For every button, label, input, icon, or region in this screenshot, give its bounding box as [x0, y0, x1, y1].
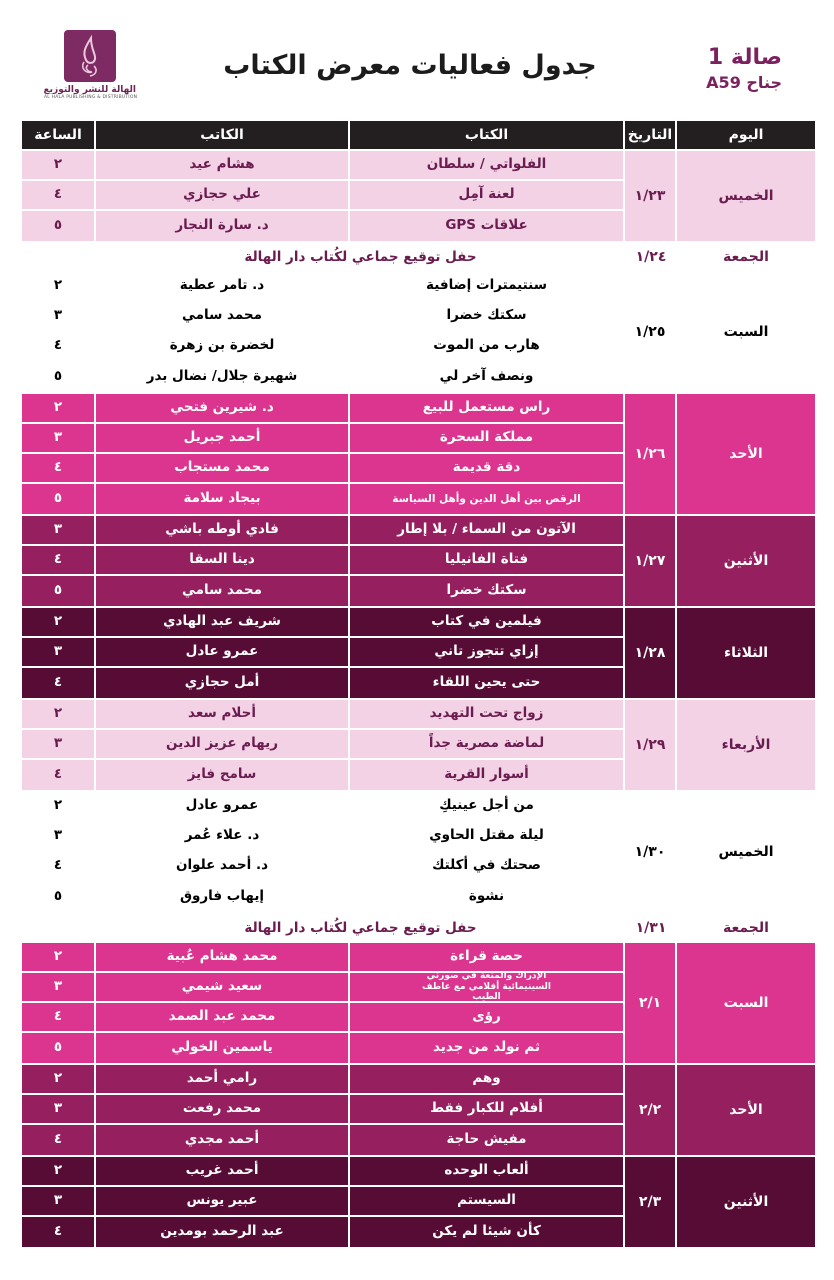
book-cell: لماضة مصرية جداً [350, 730, 625, 758]
book-cell: مفيش حاجة [350, 1125, 625, 1155]
book-cell: أفلام للكبار فقط [350, 1095, 625, 1123]
day-cell: السبت [723, 995, 769, 1011]
book-cell: مملكة السحرة [350, 424, 625, 452]
author-cell: محمد رفعت [96, 1095, 350, 1123]
table-row [22, 730, 625, 760]
table-row [22, 272, 625, 302]
page-title: جدول فعاليات معرض الكتاب [223, 50, 597, 81]
book-cell: وهم [350, 1065, 625, 1093]
hour-cell: ٢ [22, 151, 96, 179]
book-cell: علاقات GPS [350, 211, 625, 241]
day-cell: الأثنين [723, 553, 769, 569]
day-cell: الخميس [718, 844, 774, 860]
day-cell: الأثنين [723, 1194, 769, 1210]
table-row [22, 822, 625, 852]
table-row [22, 332, 625, 362]
day-sessions [22, 608, 625, 698]
hall-name: صالة 1 [707, 45, 782, 70]
hour-cell: ٣ [22, 730, 96, 758]
table-row [22, 882, 625, 912]
author-cell: محمد مستجاب [96, 454, 350, 482]
hour-cell: ٣ [22, 822, 96, 850]
day-group [22, 941, 815, 1063]
author-cell: أحمد جبريل [96, 424, 350, 452]
hour-cell: ٤ [22, 668, 96, 698]
date-cell: ١/٣٠ [625, 792, 677, 912]
hour-cell: ٥ [22, 882, 96, 912]
book-cell: من أجل عينيكِ [350, 792, 625, 820]
table-row [22, 516, 625, 546]
event-row [22, 912, 815, 941]
author-cell: محمد عبد الصمد [96, 1003, 350, 1031]
column-header-day: اليوم [677, 121, 815, 149]
date-cell: ١/٢٦ [625, 394, 677, 514]
column-header-book: الكتاب [350, 121, 625, 149]
author-cell: بيجاد سلامة [96, 484, 350, 514]
author-cell: فادي أوطه باشي [96, 516, 350, 544]
book-cell: ليلة مقتل الحاوي [350, 822, 625, 850]
table-row [22, 454, 625, 484]
event-date: ١/٢٤ [635, 248, 667, 265]
author-cell: سعيد شيمي [96, 973, 350, 1001]
author-cell: سامح فايز [96, 760, 350, 790]
day-cell: الأحد [729, 1102, 763, 1118]
table-header-row [22, 121, 815, 149]
hour-cell: ٤ [22, 1003, 96, 1031]
hour-cell: ٣ [22, 424, 96, 452]
page-header [0, 0, 834, 118]
author-cell: ريهام عزيز الدين [96, 730, 350, 758]
hour-cell: ٢ [22, 1157, 96, 1185]
flame-logo-icon [64, 30, 116, 82]
hour-cell: ٤ [22, 332, 96, 360]
event-blank-cell [22, 914, 96, 941]
day-group [22, 698, 815, 790]
day-sessions [22, 516, 625, 606]
hour-cell: ٢ [22, 272, 96, 300]
day-group [22, 790, 815, 912]
author-cell: دينا السقا [96, 546, 350, 574]
day-cell: الأحد [729, 446, 763, 462]
author-cell: محمد سامي [96, 302, 350, 330]
table-row [22, 576, 625, 606]
author-cell: محمد هشام عُبية [96, 943, 350, 971]
book-cell: حصة قراءة [350, 943, 625, 971]
column-header-date: التاريخ [625, 121, 677, 149]
author-cell: د. أحمد علوان [96, 852, 350, 880]
hour-cell: ٢ [22, 394, 96, 422]
author-cell: أحمد مجدي [96, 1125, 350, 1155]
hour-cell: ٣ [22, 1187, 96, 1215]
table-row [22, 484, 625, 514]
day-sessions [22, 792, 625, 912]
book-cell: إزاي تتجوز تاني [350, 638, 625, 666]
publisher-logo [44, 30, 136, 108]
table-row [22, 973, 625, 1003]
book-cell: الإدراك والمتعة في صورتي السينيمائية أفلامي مع عاطف الطيب [350, 973, 625, 1001]
author-cell: علي حجازي [96, 181, 350, 209]
schedule-table [22, 121, 815, 1247]
hour-cell: ٥ [22, 362, 96, 392]
logo-english-text: AL HALA PUBLISHING & DISTRIBUTION [44, 95, 138, 100]
table-row [22, 700, 625, 730]
day-sessions [22, 700, 625, 790]
hour-cell: ٣ [22, 516, 96, 544]
table-row [22, 852, 625, 882]
book-cell: ونصف آخر لي [350, 362, 625, 392]
table-row [22, 668, 625, 698]
hour-cell: ٣ [22, 973, 96, 1001]
author-cell: د. تامر عطية [96, 272, 350, 300]
day-sessions [22, 272, 625, 392]
hour-cell: ٢ [22, 608, 96, 636]
wing-number: جناح A59 [706, 73, 782, 92]
book-cell: زواج تحت التهديد [350, 700, 625, 728]
author-cell: د. علاء عُمر [96, 822, 350, 850]
table-row [22, 394, 625, 424]
hour-cell: ٢ [22, 792, 96, 820]
event-blank-cell [22, 243, 96, 270]
author-cell: د. شيرين فتحي [96, 394, 350, 422]
book-cell: سكتك خضرا [350, 302, 625, 330]
book-cell: الآتون من السماء / بلا إطار [350, 516, 625, 544]
day-sessions [22, 1065, 625, 1155]
book-cell: الرقص بين أهل الدين وأهل السياسة [350, 484, 625, 514]
table-row [22, 546, 625, 576]
day-group [22, 1155, 815, 1247]
table-row [22, 1003, 625, 1033]
hour-cell: ٥ [22, 211, 96, 241]
author-cell: إيهاب فاروق [96, 882, 350, 912]
date-cell: ١/٢٧ [625, 516, 677, 606]
day-sessions [22, 1157, 625, 1247]
author-cell: عمرو عادل [96, 792, 350, 820]
author-cell: هشام عيد [96, 151, 350, 179]
day-cell: الخميس [718, 188, 774, 204]
author-cell: لخضرة بن زهرة [96, 332, 350, 360]
column-header-author: الكاتب [96, 121, 350, 149]
table-row [22, 1065, 625, 1095]
book-cell: كأن شيئا لم يكن [350, 1217, 625, 1247]
author-cell: أحلام سعد [96, 700, 350, 728]
hour-cell: ٤ [22, 1217, 96, 1247]
table-row [22, 1095, 625, 1125]
day-sessions [22, 151, 625, 241]
book-cell: حتى يحين اللقاء [350, 668, 625, 698]
hall-info [706, 44, 782, 94]
book-cell: ألعاب الوحده [350, 1157, 625, 1185]
hour-cell: ٣ [22, 638, 96, 666]
author-cell: عمرو عادل [96, 638, 350, 666]
hour-cell: ٣ [22, 302, 96, 330]
table-row [22, 1157, 625, 1187]
table-row [22, 362, 625, 392]
table-row [22, 608, 625, 638]
book-cell: راس مستعمل للبيع [350, 394, 625, 422]
table-row [22, 1033, 625, 1063]
day-group [22, 270, 815, 392]
event-row [22, 241, 815, 270]
table-row [22, 792, 625, 822]
book-cell: سكتك خضرا [350, 576, 625, 606]
date-cell: ١/٢٣ [625, 151, 677, 241]
day-group [22, 514, 815, 606]
date-cell: ١/٢٥ [625, 272, 677, 392]
hour-cell: ٢ [22, 700, 96, 728]
day-group [22, 149, 815, 241]
table-row [22, 760, 625, 790]
hour-cell: ٤ [22, 454, 96, 482]
author-cell: أمل حجازي [96, 668, 350, 698]
hour-cell: ٣ [22, 1095, 96, 1123]
event-text: حفل توقيع جماعي لكُتاب دار الهالة [244, 248, 477, 265]
hour-cell: ٢ [22, 1065, 96, 1093]
table-row [22, 1187, 625, 1217]
day-cell: الثلاثاء [723, 645, 769, 661]
hour-cell: ٥ [22, 1033, 96, 1063]
event-day: الجمعة [723, 248, 769, 265]
hour-cell: ٤ [22, 852, 96, 880]
book-cell: نشوة [350, 882, 625, 912]
author-cell: محمد سامي [96, 576, 350, 606]
day-cell: الأربعاء [721, 737, 771, 753]
table-row [22, 151, 625, 181]
book-cell: دقة قديمة [350, 454, 625, 482]
book-cell: فتاة الفانيليا [350, 546, 625, 574]
column-header-hour: الساعة [22, 121, 96, 149]
book-cell: هارب من الموت [350, 332, 625, 360]
author-cell: شهيرة جلال/ نضال بدر [96, 362, 350, 392]
date-cell: ١/٢٩ [625, 700, 677, 790]
author-cell: عبير يونس [96, 1187, 350, 1215]
author-cell: أحمد غريب [96, 1157, 350, 1185]
book-cell: سنتيمترات إضافية [350, 272, 625, 300]
hour-cell: ٢ [22, 943, 96, 971]
date-cell: ٢/٢ [625, 1065, 677, 1155]
date-cell: ٢/١ [625, 943, 677, 1063]
table-row [22, 638, 625, 668]
event-day: الجمعة [723, 919, 769, 936]
author-cell: شريف عبد الهادي [96, 608, 350, 636]
author-cell: عبد الرحمد بومدين [96, 1217, 350, 1247]
date-cell: ١/٢٨ [625, 608, 677, 698]
table-row [22, 211, 625, 241]
day-sessions [22, 394, 625, 514]
day-sessions [22, 943, 625, 1063]
table-row [22, 1125, 625, 1155]
hour-cell: ٤ [22, 760, 96, 790]
author-cell: د. سارة النجار [96, 211, 350, 241]
hour-cell: ٤ [22, 1125, 96, 1155]
table-row [22, 1217, 625, 1247]
book-cell: ثم نولد من جديد [350, 1033, 625, 1063]
event-date: ١/٣١ [635, 919, 667, 936]
author-cell: ياسمين الخولي [96, 1033, 350, 1063]
logo-arabic-text: الهالة للنشر والتوزيع [43, 85, 136, 95]
day-group [22, 392, 815, 514]
day-cell: السبت [723, 324, 769, 340]
book-cell: صحتك في أكلتك [350, 852, 625, 880]
table-row [22, 424, 625, 454]
date-cell: ٢/٣ [625, 1157, 677, 1247]
logo-mark [64, 30, 116, 82]
hour-cell: ٥ [22, 484, 96, 514]
book-cell: السيستم [350, 1187, 625, 1215]
book-cell: الفلواتي / سلطان [350, 151, 625, 179]
book-cell: أسوار القرية [350, 760, 625, 790]
book-cell: لعنة آمِل [350, 181, 625, 209]
hour-cell: ٤ [22, 181, 96, 209]
book-cell: فيلمين في كتاب [350, 608, 625, 636]
day-group [22, 1063, 815, 1155]
schedule-body [22, 149, 815, 1247]
book-cell: رؤى [350, 1003, 625, 1031]
table-row [22, 181, 625, 211]
event-text: حفل توقيع جماعي لكُتاب دار الهالة [244, 919, 477, 936]
hour-cell: ٤ [22, 546, 96, 574]
table-row [22, 943, 625, 973]
author-cell: رامي أحمد [96, 1065, 350, 1093]
table-row [22, 302, 625, 332]
hour-cell: ٥ [22, 576, 96, 606]
day-group [22, 606, 815, 698]
